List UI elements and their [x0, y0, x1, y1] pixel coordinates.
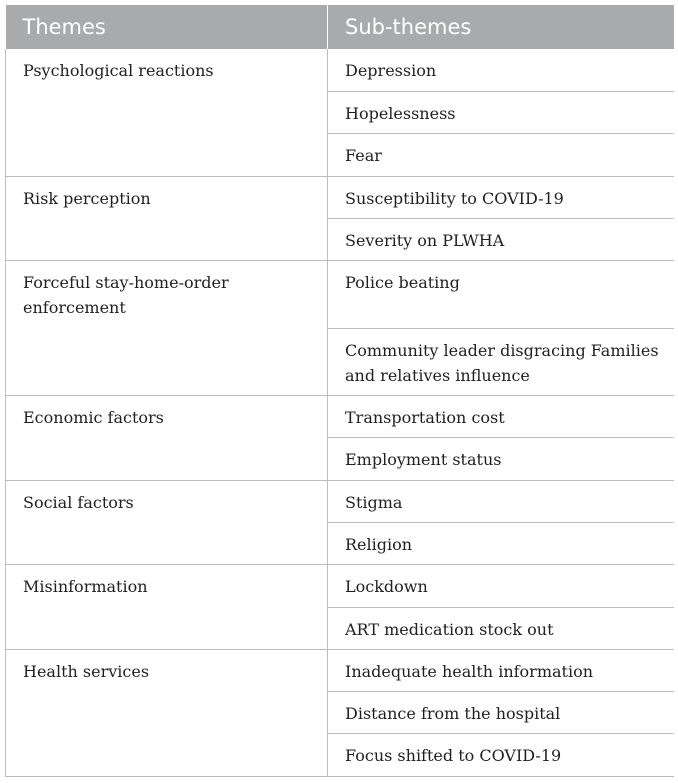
- themes-table-container: [5, 5, 673, 777]
- header-themes: Themes: [6, 5, 328, 49]
- subtheme-cell: Stigma: [328, 480, 674, 522]
- table-row: [6, 260, 674, 328]
- table-header-row: [6, 5, 674, 49]
- theme-cell: Forceful stay-home-order enforcement: [6, 260, 328, 395]
- table-row: [6, 564, 674, 607]
- theme-cell: Social factors: [6, 480, 328, 564]
- subtheme-cell: Lockdown: [328, 564, 674, 607]
- subtheme-cell: ART medication stock out: [328, 607, 674, 649]
- theme-cell: Risk perception: [6, 176, 328, 260]
- subtheme-cell: Religion: [328, 522, 674, 564]
- header-sub-themes: Sub-themes: [328, 5, 674, 49]
- subtheme-cell: Depression: [328, 49, 674, 91]
- table-row: [6, 49, 674, 91]
- themes-table: [5, 5, 674, 777]
- subtheme-cell: Distance from the hospital: [328, 691, 674, 733]
- subtheme-cell: Severity on PLWHA: [328, 218, 674, 260]
- theme-cell: Misinformation: [6, 564, 328, 649]
- subtheme-cell: Transportation cost: [328, 395, 674, 437]
- table-row: [6, 176, 674, 218]
- subtheme-cell: Fear: [328, 133, 674, 176]
- table-row: [6, 649, 674, 691]
- theme-cell: Economic factors: [6, 395, 328, 480]
- subtheme-cell: Police beating: [328, 260, 674, 328]
- subtheme-cell: Susceptibility to COVID-19: [328, 176, 674, 218]
- theme-cell: Psychological reactions: [6, 49, 328, 176]
- subtheme-cell: Employment status: [328, 437, 674, 480]
- subtheme-cell: Inadequate health information: [328, 649, 674, 691]
- subtheme-cell: Community leader disgracing Families and relatives influence: [328, 328, 674, 395]
- subtheme-cell: Hopelessness: [328, 91, 674, 133]
- table-row: [6, 395, 674, 437]
- theme-cell: Health services: [6, 649, 328, 776]
- table-row: [6, 480, 674, 522]
- subtheme-cell: Focus shifted to COVID-19: [328, 733, 674, 776]
